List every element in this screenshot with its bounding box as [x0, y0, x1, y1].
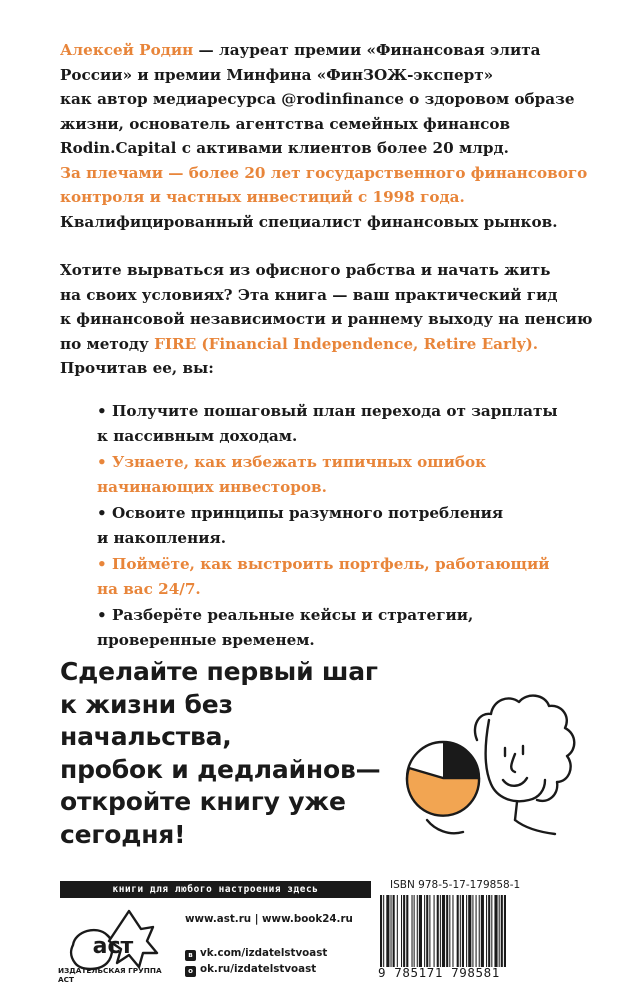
publisher-name: ИЗДАТЕЛЬСКАЯ ГРУППА АСТ [58, 966, 162, 984]
character-illustration [405, 670, 585, 855]
list-item-line: • Получите пошаговый план перехода от зарплаты [97, 402, 558, 420]
list-item-line: • Освоите принципы разумного потребления [97, 504, 504, 522]
pie-chart-icon [407, 742, 479, 816]
vk-icon: в [185, 950, 196, 961]
shoulder [515, 820, 555, 834]
author-bio-line: Квалифицированный специалист финансовых рынков. [60, 212, 558, 231]
arm [427, 820, 463, 833]
cta-line: к жизни без начальства, [60, 689, 233, 751]
cta-line: сегодня! [60, 819, 186, 849]
list-item-line: начинающих инвесторов. [97, 477, 327, 496]
call-to-action [60, 656, 410, 851]
cta-line: откройте книгу уже [60, 787, 346, 816]
list-item-line: и накопления. [97, 528, 226, 547]
barcode-icon [378, 895, 556, 967]
publisher-websites[interactable]: www.ast.ru | www.book24.ru [185, 913, 353, 925]
list-item [97, 450, 577, 499]
isbn-label: ISBN 978-5-17-179858-1 [390, 879, 521, 891]
hair-outline [475, 696, 574, 801]
list-item [97, 399, 577, 448]
author-bio-line: Rodin.Capital с активами клиентов более 20 млрд. [60, 139, 509, 157]
list-item [97, 552, 577, 601]
logo-wordmark: аст [92, 934, 134, 959]
author-bio-line: России» и премии Минфина «ФинЗОЖ-эксперт» [60, 65, 494, 84]
list-item [97, 501, 577, 550]
ok-link[interactable] [185, 963, 316, 977]
author-bio-line: как автор медиаресурса @rodinfinance о здоровом образе [60, 90, 575, 108]
ok-icon: о [185, 966, 196, 977]
list-item-line: • Разберёте реальные кейсы и стратегии, [97, 606, 474, 624]
list-item-line: к пассивным доходам. [97, 426, 298, 445]
author-bio-line: жизни, основатель агентства семейных финансов [60, 114, 510, 133]
face-outline [486, 720, 546, 801]
list-item-line: • Поймёте, как выстроить портфель, работающий [97, 555, 550, 573]
list-item-line: проверенные временем. [97, 630, 315, 649]
vk-url[interactable]: vk.com/izdatelstvoast [200, 947, 328, 959]
pitch-line: на своих условиях? Эта книга — ваш практический гид [60, 285, 558, 304]
list-item-line: • Узнаете, как избежать типичных ошибок [97, 453, 487, 471]
pitch-line: Прочитав ее, вы: [60, 359, 214, 377]
fire-method: FIRE (Financial Independence, Retire Early). [154, 334, 539, 353]
author-highlight: контроля и частных инвестиций с 1998 года. [60, 188, 465, 206]
benefits-list [97, 399, 577, 654]
cta-line: Сделайте первый шаг [60, 657, 378, 686]
list-item-line: на вас 24/7. [97, 579, 201, 598]
author-highlight: За плечами — более 20 лет государственного финансового [60, 163, 588, 182]
smile [503, 778, 527, 786]
neck [515, 802, 517, 820]
ok-url[interactable]: ok.ru/izdatelstvoast [200, 963, 317, 975]
pitch-line: по методу [60, 334, 155, 353]
author-bio-line: — лауреат премии «Финансовая элита [193, 41, 541, 59]
pitch-line: к финансовой независимости и раннему выходу на пенсию [60, 310, 593, 328]
nose [511, 754, 515, 772]
author-bio [60, 38, 600, 234]
cta-line: пробок и дедлайнов— [60, 754, 381, 784]
vk-link[interactable] [185, 947, 327, 961]
author-name: Алексей Родин [60, 41, 194, 59]
barcode-digits: 9 785171 798581 [378, 965, 500, 980]
book-pitch [60, 258, 600, 381]
list-item [97, 603, 577, 652]
publisher-tagline: книги для любого настроения здесь [60, 881, 371, 898]
pitch-line: Хотите вырваться из офисного рабства и начать жить [60, 261, 551, 279]
